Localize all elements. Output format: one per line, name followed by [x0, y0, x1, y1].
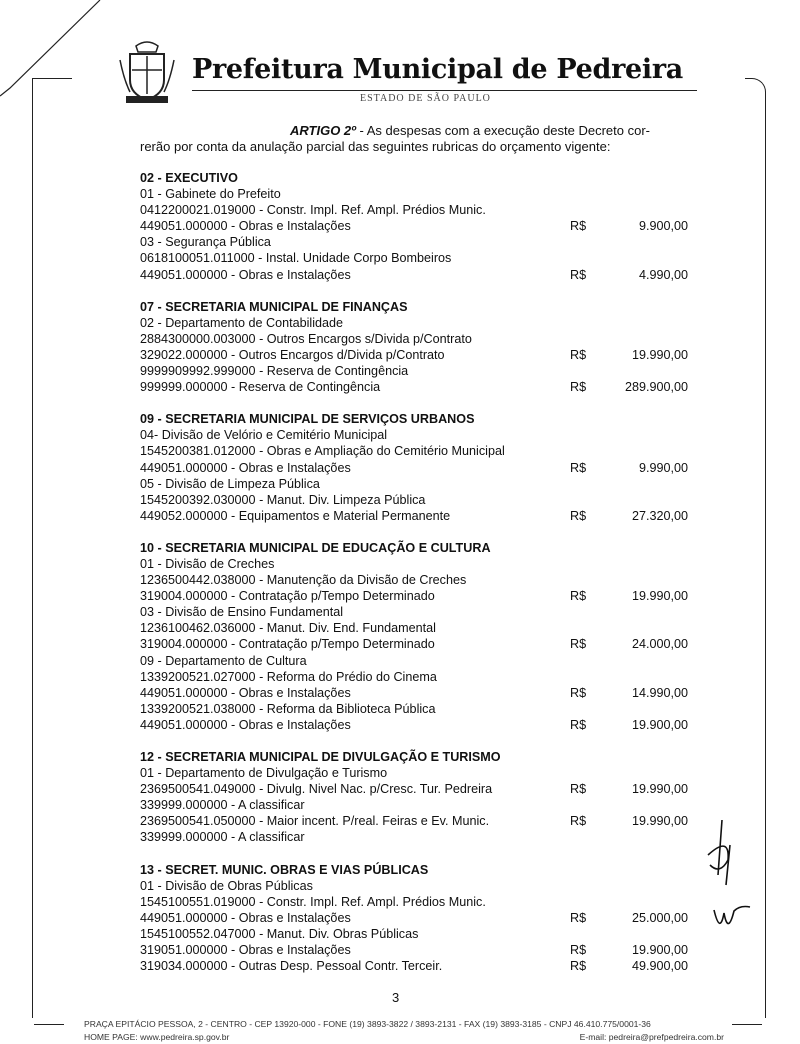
row-description: 329022.000000 - Outros Encargos d/Divida p/Contrato	[140, 347, 445, 362]
row-currency: R$	[570, 219, 587, 234]
row-currency: R$	[570, 267, 587, 282]
budget-row	[140, 202, 700, 218]
row-description: 1545100552.047000 - Manut. Div. Obras Públicas	[140, 926, 419, 941]
row-description: 09 - Departamento de Cultura	[140, 653, 307, 668]
row-amount	[620, 878, 688, 894]
budget-row	[140, 765, 700, 781]
row-amount	[620, 250, 688, 266]
budget-row	[140, 476, 700, 492]
budget-row	[140, 669, 700, 685]
row-description: 1545100551.019000 - Constr. Impl. Ref. Ampl. Prédios Munic.	[140, 894, 486, 909]
row-currency	[570, 427, 620, 443]
row-amount	[620, 797, 688, 813]
row-currency: R$	[570, 910, 587, 925]
row-amount: 19.990,00	[631, 347, 688, 362]
row-amount: 24.000,00	[631, 637, 688, 652]
footer-address: PRAÇA EPITÁCIO PESSOA, 2 - CENTRO - CEP 13920-000 - FONE (19) 3893-3822 / 3893-2131 - FAX (19) 3893-3185 - CNPJ 46.410.775/0001-36	[84, 1019, 651, 1029]
handwritten-signature	[700, 815, 760, 945]
row-amount: 19.990,00	[631, 814, 688, 829]
row-currency	[570, 556, 620, 572]
row-description: 449051.000000 - Obras e Instalações	[140, 685, 351, 700]
row-amount	[620, 701, 688, 717]
row-currency: R$	[570, 380, 587, 395]
budget-row	[140, 331, 700, 347]
row-amount	[620, 556, 688, 572]
row-amount	[620, 234, 688, 250]
row-description: 999999.000000 - Reserva de Contingência	[140, 380, 381, 395]
row-description: 9999909992.999000 - Reserva de Contingência	[140, 364, 409, 379]
row-description: 339999.000000 - A classificar	[140, 830, 305, 845]
row-amount	[620, 476, 688, 492]
row-currency	[570, 878, 620, 894]
row-description: 319004.000000 - Contratação p/Tempo Determinado	[140, 637, 435, 652]
footer-rule	[732, 1024, 762, 1025]
row-currency	[570, 653, 620, 669]
row-description: 1236100462.036000 - Manut. Div. End. Fundamental	[140, 621, 436, 636]
budget-section	[140, 299, 700, 396]
row-description: 339999.000000 - A classificar	[140, 798, 305, 813]
row-amount	[620, 829, 688, 845]
row-amount	[620, 331, 688, 347]
budget-row	[140, 460, 700, 476]
row-currency: R$	[570, 959, 587, 974]
budget-section	[140, 170, 700, 283]
row-currency	[570, 492, 620, 508]
intro-text: rerão por conta da anulação parcial das seguintes rubricas do orçamento vigente:	[140, 139, 611, 154]
border-line	[745, 78, 766, 99]
row-amount	[620, 572, 688, 588]
row-amount	[620, 443, 688, 459]
row-description: 319051.000000 - Obras e Instalações	[140, 943, 351, 958]
row-description: 1236500442.038000 - Manutenção da Divisão de Creches	[140, 573, 467, 588]
section-heading: 02 - EXECUTIVO	[140, 171, 238, 185]
budget-row	[140, 926, 700, 942]
row-description: 449051.000000 - Obras e Instalações	[140, 267, 351, 282]
row-currency: R$	[570, 347, 587, 362]
row-description: 1339200521.038000 - Reforma da Biblioteca Pública	[140, 701, 436, 716]
budget-list	[140, 170, 700, 990]
budget-row	[140, 588, 700, 604]
title-rule	[192, 90, 697, 91]
row-currency: R$	[570, 782, 587, 797]
row-currency	[570, 331, 620, 347]
page-title: Prefeitura Municipal de Pedreira	[192, 54, 683, 85]
row-amount	[620, 492, 688, 508]
budget-row	[140, 781, 700, 797]
row-amount	[620, 620, 688, 636]
budget-row	[140, 363, 700, 379]
row-description: 2369500541.050000 - Maior incent. P/real. Feiras e Ev. Munic.	[140, 814, 490, 829]
state-subtitle: ESTADO DE SÃO PAULO	[360, 93, 491, 104]
budget-row	[140, 878, 700, 894]
row-amount: 19.900,00	[631, 717, 688, 732]
row-description: 03 - Divisão de Ensino Fundamental	[140, 605, 344, 620]
budget-row	[140, 685, 700, 701]
row-description: 1545200392.030000 - Manut. Div. Limpeza Pública	[140, 492, 426, 507]
section-heading: 12 - SECRETARIA MUNICIPAL DE DIVULGAÇÃO E TURISMO	[140, 750, 501, 764]
row-amount: 49.900,00	[631, 959, 688, 974]
row-description: 01 - Gabinete do Prefeito	[140, 187, 281, 202]
row-description: 2884300000.003000 - Outros Encargos s/Divida p/Contrato	[140, 331, 472, 346]
row-description: 02 - Departamento de Contabilidade	[140, 315, 344, 330]
row-amount	[620, 604, 688, 620]
row-currency	[570, 572, 620, 588]
row-amount: 14.990,00	[631, 685, 688, 700]
budget-row	[140, 604, 700, 620]
footer	[84, 1018, 724, 1044]
section-heading: 09 - SECRETARIA MUNICIPAL DE SERVIÇOS URBANOS	[140, 412, 475, 427]
row-amount	[620, 202, 688, 218]
row-description: 1339200521.027000 - Reforma do Prédio do Cinema	[140, 669, 437, 684]
budget-row	[140, 636, 700, 652]
row-amount	[620, 765, 688, 781]
row-currency: R$	[570, 460, 587, 475]
row-description: 449051.000000 - Obras e Instalações	[140, 717, 351, 732]
budget-row	[140, 379, 700, 395]
row-amount	[620, 363, 688, 379]
coat-of-arms-logo	[116, 36, 178, 106]
row-description: 449051.000000 - Obras e Instalações	[140, 910, 351, 925]
row-amount: 19.900,00	[631, 943, 688, 958]
budget-row	[140, 572, 700, 588]
budget-row	[140, 556, 700, 572]
row-amount	[620, 315, 688, 331]
budget-row	[140, 813, 700, 829]
row-description: 319004.000000 - Contratação p/Tempo Determinado	[140, 589, 435, 604]
row-amount: 25.000,00	[631, 910, 688, 925]
row-currency	[570, 894, 620, 910]
row-description: 03 - Segurança Pública	[140, 235, 271, 250]
row-description: 05 - Divisão de Limpeza Pública	[140, 476, 320, 491]
row-currency	[570, 234, 620, 250]
row-description: 449051.000000 - Obras e Instalações	[140, 219, 351, 234]
budget-row	[140, 717, 700, 733]
row-amount: 27.320,00	[631, 508, 688, 523]
row-currency: R$	[570, 589, 587, 604]
budget-section	[140, 862, 700, 975]
row-description: 449052.000000 - Equipamentos e Material Permanente	[140, 508, 451, 523]
row-description: 0618100051.011000 - Instal. Unidade Corpo Bombeiros	[140, 251, 452, 266]
row-currency: R$	[570, 637, 587, 652]
budget-section	[140, 749, 700, 846]
footer-rule	[34, 1024, 64, 1025]
budget-row	[140, 620, 700, 636]
row-currency	[570, 443, 620, 459]
border-line	[32, 78, 72, 79]
row-currency	[570, 476, 620, 492]
budget-row	[140, 186, 700, 202]
row-amount	[620, 653, 688, 669]
row-amount	[620, 894, 688, 910]
budget-row	[140, 443, 700, 459]
budget-row	[140, 315, 700, 331]
budget-row	[140, 427, 700, 443]
intro-text: - As despesas com a execução deste Decreto cor-	[355, 123, 651, 138]
article-intro	[140, 123, 700, 155]
border-line	[32, 78, 33, 1018]
budget-row	[140, 234, 700, 250]
row-currency	[570, 186, 620, 202]
budget-row	[140, 894, 700, 910]
row-currency	[570, 604, 620, 620]
row-description: 01 - Divisão de Obras Públicas	[140, 878, 313, 893]
row-description: 01 - Divisão de Creches	[140, 556, 275, 571]
section-heading: 13 - SECRET. MUNIC. OBRAS E VIAS PÚBLICAS	[140, 862, 429, 877]
row-description: 0412200021.019000 - Constr. Impl. Ref. Ampl. Prédios Munic.	[140, 203, 486, 218]
row-currency	[570, 701, 620, 717]
row-currency	[570, 926, 620, 942]
row-currency: R$	[570, 943, 587, 958]
row-amount: 4.990,00	[638, 267, 688, 282]
row-description: 449051.000000 - Obras e Instalações	[140, 460, 351, 475]
row-currency	[570, 797, 620, 813]
row-currency	[570, 315, 620, 331]
section-heading: 07 - SECRETARIA MUNICIPAL DE FINANÇAS	[140, 299, 408, 314]
row-currency: R$	[570, 717, 587, 732]
row-currency	[570, 765, 620, 781]
row-amount: 9.990,00	[638, 460, 688, 475]
row-amount: 19.990,00	[631, 782, 688, 797]
row-currency: R$	[570, 685, 587, 700]
article-label: ARTIGO 2º	[290, 123, 356, 138]
row-description: 01 - Departamento de Divulgação e Turismo	[140, 766, 388, 781]
row-currency	[570, 202, 620, 218]
row-currency	[570, 363, 620, 379]
row-amount	[620, 926, 688, 942]
page-number: 3	[392, 990, 400, 1005]
row-description: 04- Divisão de Velório e Cemitério Municipal	[140, 428, 388, 443]
row-amount	[620, 427, 688, 443]
row-amount: 9.900,00	[638, 219, 688, 234]
footer-email: E-mail: pedreira@prefpedreira.com.br	[579, 1032, 724, 1042]
budget-row	[140, 218, 700, 234]
row-amount: 289.900,00	[624, 380, 688, 395]
budget-section	[140, 411, 700, 524]
budget-row	[140, 250, 700, 266]
row-amount: 19.990,00	[631, 589, 688, 604]
budget-row	[140, 829, 700, 845]
row-description: 2369500541.049000 - Divulg. Nivel Nac. p/Cresc. Tur. Pedreira	[140, 782, 493, 797]
budget-section	[140, 540, 700, 733]
budget-row	[140, 797, 700, 813]
row-currency	[570, 669, 620, 685]
row-currency	[570, 829, 620, 845]
row-currency	[570, 250, 620, 266]
row-amount	[620, 669, 688, 685]
budget-row	[140, 701, 700, 717]
budget-row	[140, 942, 700, 958]
footer-homepage: HOME PAGE: www.pedreira.sp.gov.br	[84, 1032, 230, 1042]
budget-row	[140, 958, 700, 974]
row-description: 319034.000000 - Outras Desp. Pessoal Contr. Terceir.	[140, 959, 443, 974]
budget-row	[140, 347, 700, 363]
row-amount	[620, 186, 688, 202]
row-currency: R$	[570, 814, 587, 829]
row-currency	[570, 620, 620, 636]
row-currency: R$	[570, 508, 587, 523]
budget-row	[140, 508, 700, 524]
budget-row	[140, 910, 700, 926]
budget-row	[140, 492, 700, 508]
budget-row	[140, 653, 700, 669]
budget-row	[140, 267, 700, 283]
section-heading: 10 - SECRETARIA MUNICIPAL DE EDUCAÇÃO E CULTURA	[140, 540, 491, 555]
row-description: 1545200381.012000 - Obras e Ampliação do Cemitério Municipal	[140, 444, 505, 459]
border-line	[765, 98, 766, 1018]
